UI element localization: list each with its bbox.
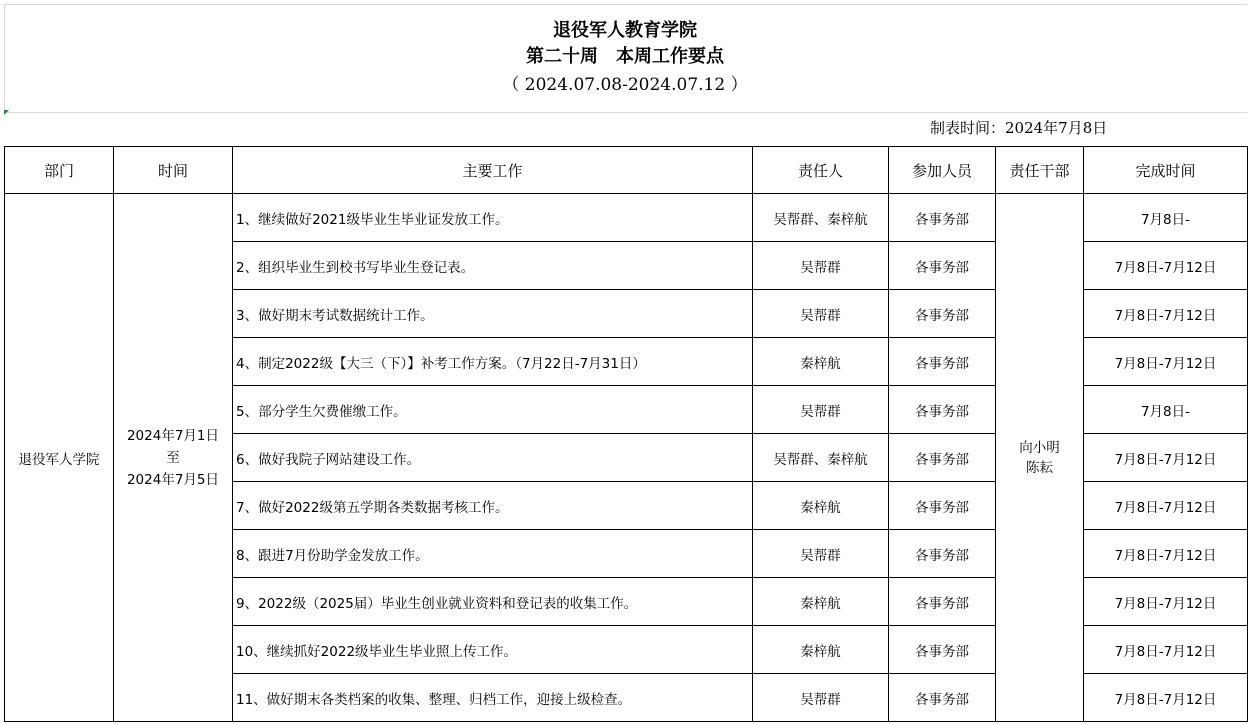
work-cell: 4、制定2022级【大三（下）】补考工作方案。（7月22日-7月31日） (233, 338, 753, 386)
col-header-main-work: 主要工作 (233, 147, 753, 194)
work-cell: 6、做好我院子网站建设工作。 (233, 434, 753, 482)
cadre-name: 向小明 (1019, 439, 1060, 456)
finish-cell: 7月8日-7月12日 (1084, 626, 1248, 674)
work-cell: 7、做好2022级第五学期各类数据考核工作。 (233, 482, 753, 530)
participants-cell: 各事务部 (889, 290, 996, 338)
owner-cell: 秦梓航 (753, 626, 889, 674)
participants-cell: 各事务部 (889, 386, 996, 434)
time-cell (114, 194, 233, 722)
finish-cell: 7月8日-7月12日 (1084, 434, 1248, 482)
owner-cell: 吴帮群、秦梓航 (753, 194, 889, 242)
finish-cell: 7月8日-7月12日 (1084, 242, 1248, 290)
col-header-time: 时间 (114, 147, 233, 194)
col-header-owner: 责任人 (753, 147, 889, 194)
work-cell: 2、组织毕业生到校书写毕业生登记表。 (233, 242, 753, 290)
owner-cell: 吴帮群 (753, 290, 889, 338)
cadre-cell (996, 194, 1084, 722)
participants-cell: 各事务部 (889, 530, 996, 578)
col-header-cadre: 责任干部 (996, 147, 1084, 194)
cadre-name: 陈耘 (1026, 459, 1053, 476)
owner-cell: 吴帮群 (753, 530, 889, 578)
time-start: 2024年7月1日 (126, 427, 220, 444)
finish-cell: 7月8日-7月12日 (1084, 530, 1248, 578)
time-end: 2024年7月5日 (126, 471, 220, 488)
finish-cell: 7月8日- (1084, 386, 1248, 434)
participants-cell: 各事务部 (889, 674, 996, 722)
work-cell: 1、继续做好2021级毕业生毕业证发放工作。 (233, 194, 753, 242)
page-title: 退役军人教育学院 (553, 20, 697, 41)
work-plan-table (4, 146, 1248, 722)
work-cell: 11、做好期末各类档案的收集、整理、归档工作，迎接上级检查。 (233, 674, 753, 722)
participants-cell: 各事务部 (889, 242, 996, 290)
header-row (5, 147, 1248, 194)
finish-cell: 7月8日-7月12日 (1084, 290, 1248, 338)
participants-cell: 各事务部 (889, 194, 996, 242)
owner-cell: 吴帮群 (753, 386, 889, 434)
owner-cell: 秦梓航 (753, 482, 889, 530)
participants-cell: 各事务部 (889, 434, 996, 482)
cell-marker-icon (4, 110, 9, 115)
department-cell: 退役军人学院 (5, 194, 114, 722)
owner-cell: 吴帮群 (753, 242, 889, 290)
page-subtitle: 第二十周 本周工作要点 (526, 46, 724, 67)
owner-cell: 秦梓航 (753, 578, 889, 626)
finish-cell: 7月8日- (1084, 194, 1248, 242)
participants-cell: 各事务部 (889, 626, 996, 674)
work-cell: 8、跟进7月份助学金发放工作。 (233, 530, 753, 578)
col-header-participants: 参加人员 (889, 147, 996, 194)
date-range: （ 2024.07.08-2024.07.12 ） (502, 75, 748, 95)
finish-cell: 7月8日-7月12日 (1084, 674, 1248, 722)
participants-cell: 各事务部 (889, 578, 996, 626)
owner-cell: 吴帮群 (753, 674, 889, 722)
time-to: 至 (166, 449, 180, 466)
col-header-department: 部门 (5, 147, 114, 194)
work-cell: 10、继续抓好2022级毕业生毕业照上传工作。 (233, 626, 753, 674)
table-row (5, 194, 1248, 242)
finish-cell: 7月8日-7月12日 (1084, 482, 1248, 530)
made-time: 制表时间：2024年7月8日 (930, 119, 1108, 137)
participants-cell: 各事务部 (889, 338, 996, 386)
work-cell: 5、部分学生欠费催缴工作。 (233, 386, 753, 434)
col-header-finish-time: 完成时间 (1084, 147, 1248, 194)
owner-cell: 吴帮群、秦梓航 (753, 434, 889, 482)
work-cell: 3、做好期末考试数据统计工作。 (233, 290, 753, 338)
owner-cell: 秦梓航 (753, 338, 889, 386)
finish-cell: 7月8日-7月12日 (1084, 578, 1248, 626)
finish-cell: 7月8日-7月12日 (1084, 338, 1248, 386)
work-cell: 9、2022级（2025届）毕业生创业就业资料和登记表的收集工作。 (233, 578, 753, 626)
participants-cell: 各事务部 (889, 482, 996, 530)
